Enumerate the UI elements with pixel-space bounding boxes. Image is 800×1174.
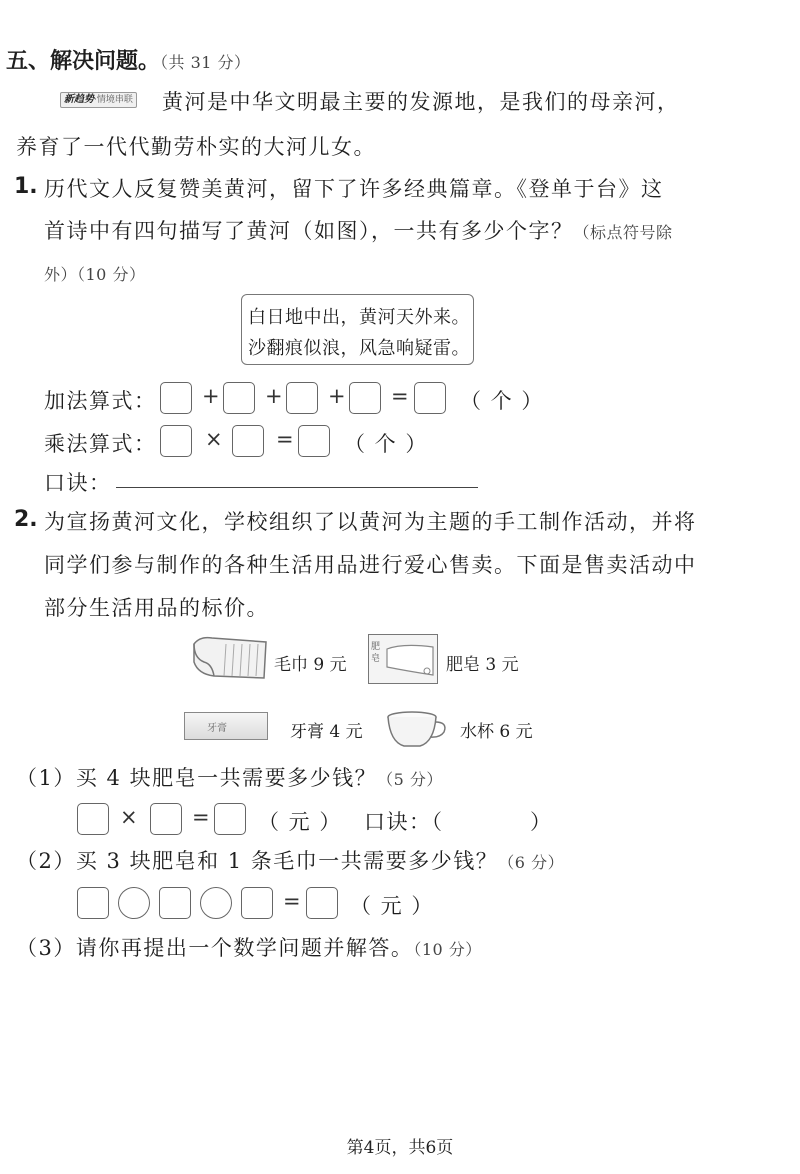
answer-box[interactable] bbox=[414, 382, 446, 414]
q1-line-2 bbox=[44, 215, 673, 245]
answer-box[interactable] bbox=[223, 382, 255, 414]
plus-sign: + bbox=[328, 384, 346, 408]
section-score: （共 31 分） bbox=[160, 53, 251, 72]
sub-question-3-answer-area[interactable] bbox=[16, 968, 776, 1118]
soap-price: 肥皂 3 元 bbox=[446, 655, 519, 675]
cup-price: 水杯 6 元 bbox=[460, 722, 533, 742]
context-tag-strong: 新趋势 bbox=[64, 94, 94, 105]
addition-label: 加法算式： bbox=[44, 389, 157, 413]
section-title: 五、解决问题。 bbox=[6, 49, 161, 74]
equals-sign: = bbox=[276, 427, 294, 451]
page-footer: 第4页，共6页 bbox=[346, 1138, 454, 1158]
operator-circle[interactable] bbox=[118, 887, 150, 919]
q1-line-1: 历代文人反复赞美黄河，留下了许多经典篇章。《登单于台》这 bbox=[44, 177, 664, 201]
unit-label: （ 元 ） bbox=[258, 810, 342, 834]
times-sign: × bbox=[120, 805, 138, 829]
q1-note-1: （标点符号除 bbox=[573, 223, 673, 242]
soap-icon bbox=[368, 634, 438, 684]
towel-price: 毛巾 9 元 bbox=[274, 655, 347, 675]
soap-box-text: 肥皂 bbox=[371, 642, 381, 664]
equals-sign: = bbox=[192, 805, 210, 829]
q1-note-2: 外）（10 分） bbox=[44, 265, 146, 284]
q2-line-2: 同学们参与制作的各种生活用品进行爱心售卖。下面是售卖活动中 bbox=[44, 553, 697, 577]
q2-line-3: 部分生活用品的标价。 bbox=[44, 596, 269, 620]
intro-line-2: 养育了一代代勤劳朴实的大河儿女。 bbox=[16, 135, 376, 159]
poem-box bbox=[241, 294, 474, 365]
towel-icon bbox=[190, 634, 270, 682]
sub-question-3-score: （10 分） bbox=[413, 940, 482, 959]
rhyme-answer-line[interactable] bbox=[116, 487, 478, 488]
q2-line-1: 为宣扬黄河文化，学校组织了以黄河为主题的手工制作活动，并将 bbox=[44, 510, 697, 534]
intro-line-1: 黄河是中华文明最主要的发源地，是我们的母亲河， bbox=[162, 90, 680, 114]
plus-sign: + bbox=[265, 384, 283, 408]
answer-box[interactable] bbox=[349, 382, 381, 414]
sub-question-1-score: （5 分） bbox=[377, 770, 443, 789]
context-tag bbox=[60, 92, 137, 108]
unit-label: （ 元 ） bbox=[350, 894, 434, 918]
poem-line-1: 白日地中出，黄河天外来。 bbox=[248, 307, 470, 328]
sub-question-1-text: （1）买 4 块肥皂一共需要多少钱？ bbox=[16, 766, 378, 790]
q1-line-2-main: 首诗中有四句描写了黄河（如图），一共有多少个字？ bbox=[44, 219, 574, 243]
times-sign: × bbox=[205, 427, 223, 451]
answer-box[interactable] bbox=[150, 803, 182, 835]
equals-sign: = bbox=[391, 384, 409, 408]
rhyme-label: 口诀： bbox=[44, 471, 112, 495]
sub-question-2-text: （2）买 3 块肥皂和 1 条毛巾一共需要多少钱？ bbox=[16, 849, 499, 873]
sub-question-2-score: （6 分） bbox=[498, 853, 565, 872]
soap-bar-shape bbox=[383, 641, 435, 679]
answer-box[interactable] bbox=[214, 803, 246, 835]
answer-box[interactable] bbox=[232, 425, 264, 457]
answer-box[interactable] bbox=[306, 887, 338, 919]
answer-box[interactable] bbox=[159, 887, 191, 919]
equals-sign: = bbox=[283, 889, 301, 913]
multiplication-label: 乘法算式： bbox=[44, 432, 157, 456]
sub-question-1 bbox=[16, 762, 443, 792]
toothpaste-icon bbox=[184, 712, 268, 740]
answer-box[interactable] bbox=[160, 382, 192, 414]
q1-number: 1. bbox=[14, 174, 38, 199]
operator-circle[interactable] bbox=[200, 887, 232, 919]
sub-question-3-text: （3）请你再提出一个数学问题并解答。 bbox=[16, 936, 414, 960]
unit-label: （ 个 ） bbox=[460, 389, 544, 413]
answer-box[interactable] bbox=[77, 803, 109, 835]
cup-icon bbox=[384, 710, 450, 750]
poem-line-2: 沙翻痕似浪，风急响疑雷。 bbox=[248, 338, 470, 359]
answer-box[interactable] bbox=[160, 425, 192, 457]
answer-box[interactable] bbox=[298, 425, 330, 457]
answer-box[interactable] bbox=[286, 382, 318, 414]
rhyme-label: 口诀：（ bbox=[364, 810, 444, 834]
answer-box[interactable] bbox=[241, 887, 273, 919]
context-tag-rest: ·情境串联 bbox=[94, 95, 133, 105]
section-heading bbox=[6, 44, 251, 75]
toothpaste-box-text: 牙膏 bbox=[207, 723, 227, 734]
sub-question-3 bbox=[16, 932, 482, 962]
rhyme-close: ） bbox=[530, 810, 553, 834]
toothpaste-price: 牙膏 4 元 bbox=[290, 722, 363, 742]
answer-box[interactable] bbox=[77, 887, 109, 919]
plus-sign: + bbox=[202, 384, 220, 408]
unit-label: （ 个 ） bbox=[344, 432, 428, 456]
sub-question-2 bbox=[16, 845, 564, 875]
q2-number: 2. bbox=[14, 507, 38, 532]
